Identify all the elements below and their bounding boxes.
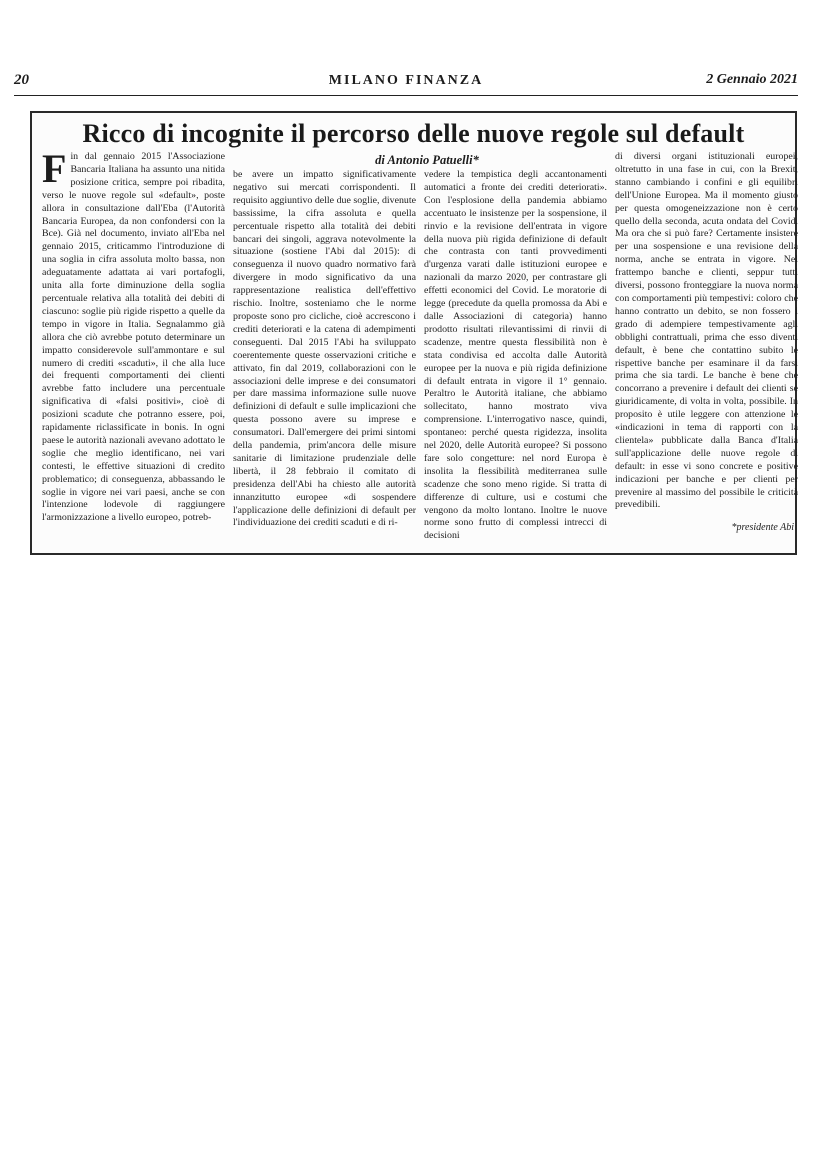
article-headline: Ricco di incognite il percorso delle nuove regole sul default [82,119,745,148]
column-2-text: be avere un impatto significativamente negativo sui mercati corrispondenti. Il requisito aggiuntivo delle due soglie, divenute bassissime, la cifra assoluta e quella percentuale rispetto alla totalità dei debiti bancari dei singoli, aggrava notevolmente la situazione (sostiene l'Abi dal 2015): di conseguenza il nuovo quadro normativo farà divergere in modo significativo da una rappresentazione realistica dell'effettivo rischio. Inoltre, sosteniamo che le norme proposte sono pro cicliche, cioè accrescono i crediti deteriorati e la catena di adempimenti conseguenti. Dal 2015 l'Abi ha sviluppato coerentemente queste osservazioni critiche e attivato, fin dal 2019, collaborazioni con le associazioni delle imprese e dei consumatori per dare massima informazione sulle nuove definizioni di default e sulle implicazioni che questa possono avere su imprese e consumatori. Dall'emergere dei primi sintomi della pandemia, prim'ancora delle misure sanitarie di limitazione prudenziale delle libertà, il 28 febbraio il comitato di presidenza dell'Abi ha chiesto alle autorità innanzitutto europee «di sospendere l'applicazione delle definizioni di default per l'individuazione dei crediti scaduti e di ri- [233,169,416,529]
page-number: 20 [14,72,29,88]
article-column-1 [42,151,225,551]
issue-date: 2 Gennaio 2021 [706,72,798,87]
article-box [30,111,797,555]
drop-cap: F [42,151,67,191]
page-header [14,72,798,94]
article-byline: di Antonio Patuelli* [375,153,479,167]
column-3-text: vedere la tempistica degli accantonamenti automatici a fronte dei crediti deteriorati». Con l'esplosione della pandemia abbiamo accentuato le insistenze per la sospensione, il rinvio e la revisione dell'entrata in vigore della nuova più rigida definizione di default che contrasta con tanti provvedimenti d'urgenza varati dalle istituzioni europee e nazionali da marzo 2020, per contrastare gli effetti economici del Covid. Le moratorie di legge (precedute da quella promossa da Abi e dalle Associazioni di categoria) hanno prodotto risultati rilevantissimi di rinvii di scadenze, mentre questa flessibilità non è stata condivisa ed accolta dalle Autorità europee per la nuova e più rigida definizione di default entrata in vigore il 1° gennaio. Peraltro le Autorità italiane, che abbiamo sollecitato, hanno mostrato viva comprensione. L'interrogativo nasce, quindi, spontaneo: perché questa rigidezza, insolita nel 2020, delle Autorità europee? Si possono fare solo congetture: nel nord Europa è insolita la flessibilità mediterranea sulle scadenze che sono meno rigide. Si tratta di differenze di culture, usi e costumi che vengono da molto lontano. Inoltre le nuove norme sono frutto di complessi intrecci di decisioni [424,169,607,542]
author-signature: *presidente Abi [731,522,794,534]
column-4-text: di diversi organi istituzionali europei, oltretutto in una fase in cui, con la Brexit, stanno cambiando i confini e gli equilibri dell'Unione Europea. Ma il momento giusto per questa omogeneizzazione non è certo quello della seconda, acuta ondata del Covid. Ma ora che si può fare? Certamente insistere per una sospensione e una revisione della norma, anche se entrata in vigore. Nel frattempo banche e clienti, seppur tutti diversi, possono fronteggiare la nuova norma con comportamenti più tempestivi: coloro che hanno contratto un debito, se non fossero i grado di adempiere tempestivamente agli obblighi contrattuali, prima che esso diventi default, è bene che contattino subito le rispettive banche per esaminare il da farsi prima che sia tardi. Le banche è bene che concorrano a prevenire i default dei clienti se giuridicamente, di volta in volta, possibile. In proposito è utile leggere con attenzione le «indicazioni in tema di rapporti con la clientela» pubblicate dalla Banca d'Italia sull'applicazione delle nuove regole di default: in esse vi sono concrete e positive indicazioni per banche e per clienti per prevenire al massimo del possibile le criticità prevedibili. [615,151,798,511]
article-column-4 [615,151,798,551]
article-column-3 [424,169,607,569]
column-1-text: in dal gennaio 2015 l'Associazione Bancaria Italiana ha assunto una nitida posizione critica, sempre poi ribadita, verso le nuove regole sul «default», poste allora in consultazione dall'Eba (l'Autorità Bancaria Europea, da non confondersi con la Bce). Già nel documento, inviato all'Eba nel gennaio 2015, criticammo l'introduzione di una soglia in cifra assoluta molto bassa, non adeguatamente adattata ai vari portafogli, unita alla forte diminuzione della soglia percentuale relativa alla totalità dei debiti di ciascuno: soglie più rigide rispetto a quelle da tempo in vigore in Italia. Segnalammo già allora che ciò avrebbe potuto determinare un impatto considerevole sull'ammontare e sul numero di crediti «scaduti», il che alla luce dei frequenti comportamenti dei clienti avrebbe fatto includere una percentuale significativa di «falsi positivi», cioè di posizioni scadute che potranno essere, poi, rapidamente riclassificate in bonis. In ogni paese le autorità nazionali avevano adottato le soglie che meglio identificano, nei vari contesti, le effettive situazioni di credito problematico; di conseguenza, abbassando le soglie in vigore nei vari paesi, anche se con l'intenzione lodevole di raggiungere l'armonizzazione a livello europeo, potreb- [42,151,225,524]
newspaper-name: MILANO FINANZA [328,73,484,88]
article-column-2 [233,169,416,569]
header-rule [14,95,798,96]
